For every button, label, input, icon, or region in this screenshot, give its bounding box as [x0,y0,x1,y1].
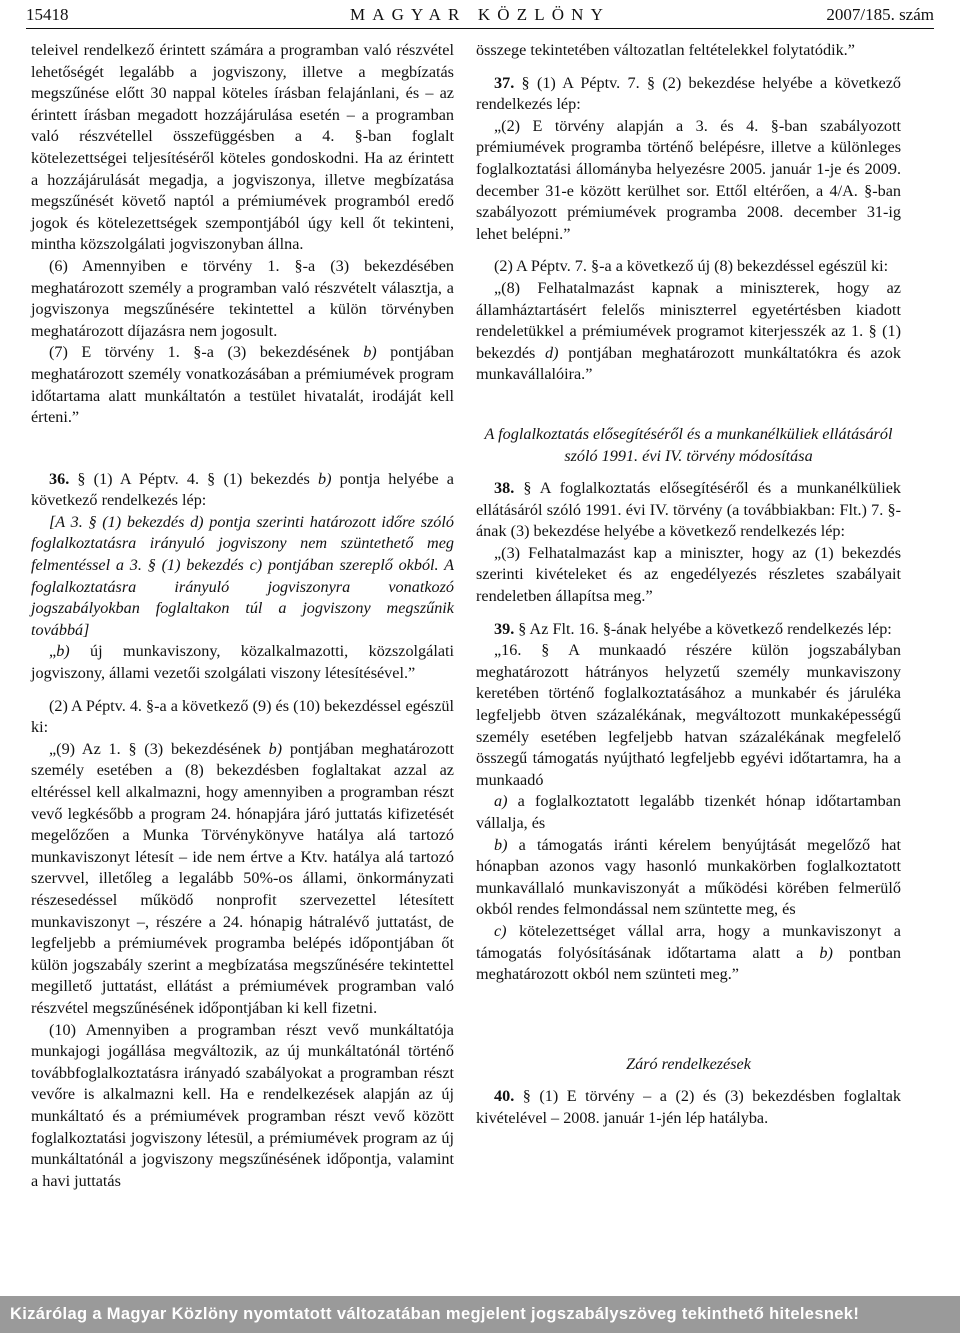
paragraph: „(2) E törvény alapján a 3. és 4. §-ban szabályozott prémiumévek programba történő belépésre, illetve a különleges foglalkoztatási állományba helyezésre 2005. január 1-je és 2009. december 31-e között kerülhet sor. Ettől eltérően, a 4/A. §-ban szabályozott prémiumévek programba 2008. december 31-ig lehet belépni.” [476,116,901,243]
section-number: 36. [49,469,70,488]
footer-notice: Kizárólag a Magyar Közlöny nyomtatott változatában megjelent jogszabályszöveg tekinthető hitelesnek! [10,1305,860,1323]
paragraph: „b) új munkaviszony, közalkalmazotti, közszolgálati jogviszony, állami vezetői szolgálati viszony létesítésével.” [31,642,454,683]
section-38: 38. § A foglalkoztatás elősegítéséről és a munkanélküliek ellátásáról szóló 1991. évi IV. törvény (a továbbiakban: Flt.) 7. §-ának (3) bekezdése helyébe a következő rendelkezés lép: [476,479,901,541]
section-39: 39. § Az Flt. 16. §-ának helyébe a következő rendelkezés lép: [494,619,892,638]
paragraph: teleivel rendelkező érintett számára a programban való részvétel lehetőségét legalább a jogviszony, illetve a megbízatás megszűnése előtt 30 nappal köteles írásban felajánlani, és – az érintett írásban megadott hozzájárulása esetén – a programban való részvétellel összefüggésben a 4. §-ban foglalt kötelezettségei teljesítéséről köteles gondoskodni. Ha az érintett a hozzájárulását megadja, a jogviszonya, illetve megbízatása megszűnését követő naptól a prémiumévek programból eredő jogok és kötelezettségek szempontjából úgy kell őt tekinteni, mintha közszolgálati jogviszonyban állna. [31,41,454,254]
paragraph: „(3) Felhatalmazást kap a miniszter, hogy az (1) bekezdés szerinti kivételeket és az engedélyezés részletes szabályait rendeletben állapítsa meg.” [476,543,901,606]
list-item: b) a támogatás iránti kérelem benyújtását megelőző hat hónapban azonos vagy hasonló munkakörben foglalkoztatott munkavállaló munkaviszonyát a működési körében felmerülő okból rendes felmondással nem szüntette meg, és [476,835,901,919]
section-37: 37. § (1) A Péptv. 7. § (2) bekezdése helyébe a következő rendelkezés lép: [476,73,901,114]
section-number: 39. [494,619,515,638]
page-header [26,0,934,34]
list-item: a) a foglalkoztatott legalább tizenkét hónap időtartamban vállalja, és [476,792,901,832]
journal-title: MAGYAR KÖZLÖNY [349,5,611,24]
paragraph: [A 3. § (1) bekezdés d) pontja szerinti határozott időre szóló foglalkoztatásra irányuló jogviszony nem szüntethető meg felmentéssel a 3. § (1) bekezdés c) pontjában szereplő okból. A foglalkoztatásra irányuló jogviszonyra vonatkozó jogszabályokban foglaltakon túl a jogviszony megszűnik továbbá] [31,512,454,639]
paragraph: „16. § A munkaadó részére külön jogszabályban meghatározott hátrányos helyzetű személy munkaviszony keretében történő foglalkoztatásához a munkabér és járuléka legfeljebb ötven százalékának, megváltozott munkaképességű személy esetében legfeljebb hatvan százalékának megfelelő összegű támogatás nyújtható legfeljebb egyévi időtartamra, ha a munkaadó [476,641,901,789]
list-item: c) kötelezettséget vállal arra, hogy a munkaviszonyt a támogatás folyósításának időtartama alatt a b) pontban meghatározott okból nem szünteti meg.” [476,921,901,984]
section-number: 38. [494,479,515,498]
paragraph: (2) A Péptv. 4. §-a a következő (9) és (10) bekezdéssel egészül ki: [31,696,454,737]
left-column [31,40,454,1192]
right-column [476,40,901,1130]
paragraph: (6) Amennyiben e törvény 1. §-a (3) bekezdésében meghatározott személy a programban való részvételt választja, a jogviszonya megszűnésére tekintettel a külön törvényben meghatározott díjazásra nem jogosult. [31,256,454,340]
paragraph: összege tekintetében változatlan feltételekkel folytatódik.” [476,41,855,59]
section-heading: Záró rendelkezések [626,1054,751,1073]
paragraph: (2) A Péptv. 7. §-a a következő új (8) bekezdéssel egészül ki: [494,257,889,276]
paragraph: (7) E törvény 1. §-a (3) bekezdésének b) pontjában meghatározott személy vonatkozásában a prémiumévek program időtartama alatt munkáltatón a testület hivatalát, irodáját kell érteni.” [31,343,454,427]
section-number: 37. [494,73,515,92]
paragraph: „(8) Felhatalmazást kapnak a miniszterek, hogy az államháztartásért felelős miniszterrel egyetértésben kiadott rendeletükkel a prémiumévek programot kiterjesszék az 1. § (1) bekezdés d) pontjában meghatározott munkáltatókra és azok munkavállalóira.” [476,278,901,384]
section-36: 36. § (1) A Péptv. 4. § (1) bekezdés b) pontja helyébe a következő rendelkezés lép: [31,469,454,510]
paragraph: „(9) Az 1. § (3) bekezdésének b) pontjában meghatározott személy esetében a (8) bekezdésben foglaltakat azzal az eltéréssel kell alkalmazni, hogy amennyiben a programban részt vevő legkésőbb a program 24. hónapjára járó juttatás kifizetését megelőzően a Munka Törvénykönyve hatálya alá tartozó munkaviszonyt létesít – ide nem értve a Ktv. hatálya alá tartozó szervvel, illetőleg a legalább 50%-os állami, önkormányzati részesedéssel működő nonprofit szervezettel létesített munkaviszonyt –, részére a 24. hónapig hátralévő juttatást, de legfeljebb a prémiumévek programba belépés időpontjában őt külön jogszabály szerint a megbízatása megszűnésére tekintettel megillető juttatást, ellátást a prémiumévek programban való részvétel megszűnésének időpontjában ki kell fizetni. [31,739,454,1017]
section-heading: A foglalkoztatás elősegítéséről és a munkanélküliek ellátásáról szóló 1991. évi IV. törvény módosítása [484,424,893,465]
section-number: 40. [494,1087,515,1106]
header-rule [26,28,934,29]
paragraph: (10) Amennyiben a programban részt vevő munkáltatója munkajogi jogállása megváltozik, az új munkáltatónál történő továbbfoglalkoztatásra irányadó szabályokat a programban részt vevőre is alkalmazni kell. Ha e rendelkezések alapján az új munkáltató és a prémiumévek programban részt vevő között foglalkoztatási jogviszony létesül, a prémiumévek program az új munkáltatónál a jogviszony megszűnésének időpontja, valamint a havi juttatás [31,1020,454,1190]
page-number: 15418 [26,5,69,24]
footer-banner [0,1296,960,1333]
section-40: 40. § (1) E törvény – a (2) és (3) bekezdésben foglaltak kivételével – 2008. január 1-jén lép hatályba. [476,1087,901,1127]
issue-number: 2007/185. szám [826,5,934,24]
